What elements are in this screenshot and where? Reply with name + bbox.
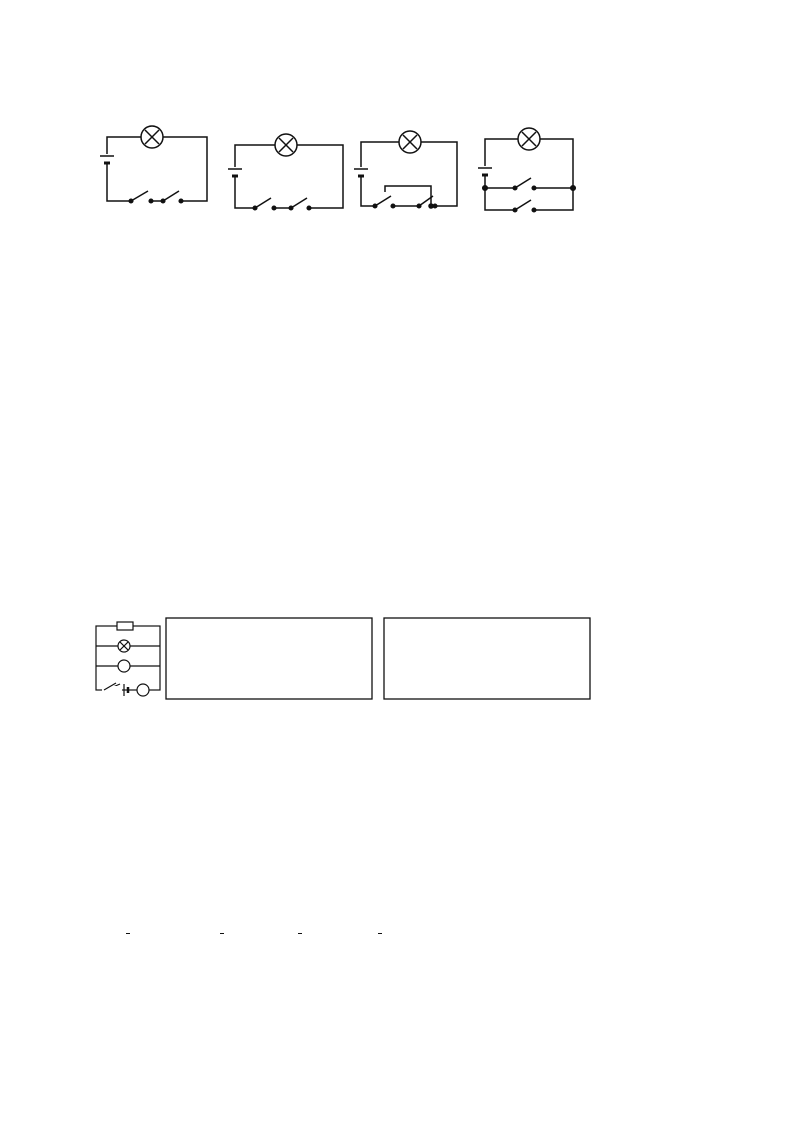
q12-option-d-denominator — [378, 934, 382, 936]
q12-option-b-denominator — [220, 934, 224, 936]
circuit-b — [228, 134, 343, 210]
circuit-d — [478, 128, 575, 212]
circuit-a — [100, 126, 207, 203]
q11-figure — [90, 612, 610, 730]
circuit-c — [354, 131, 457, 208]
q12-option-d-fraction — [378, 932, 382, 936]
meter-panel-c — [384, 618, 590, 699]
q12-option-b-fraction — [220, 932, 224, 936]
meter-panel-b — [166, 618, 372, 699]
q9-circuits-figure — [95, 100, 595, 245]
q12-option-a-fraction — [126, 932, 130, 936]
q12-option-a-denominator — [126, 934, 130, 936]
q11-circuit-a — [96, 622, 160, 696]
q12-option-c-denominator — [298, 934, 302, 936]
q12-option-c-fraction — [298, 932, 302, 936]
